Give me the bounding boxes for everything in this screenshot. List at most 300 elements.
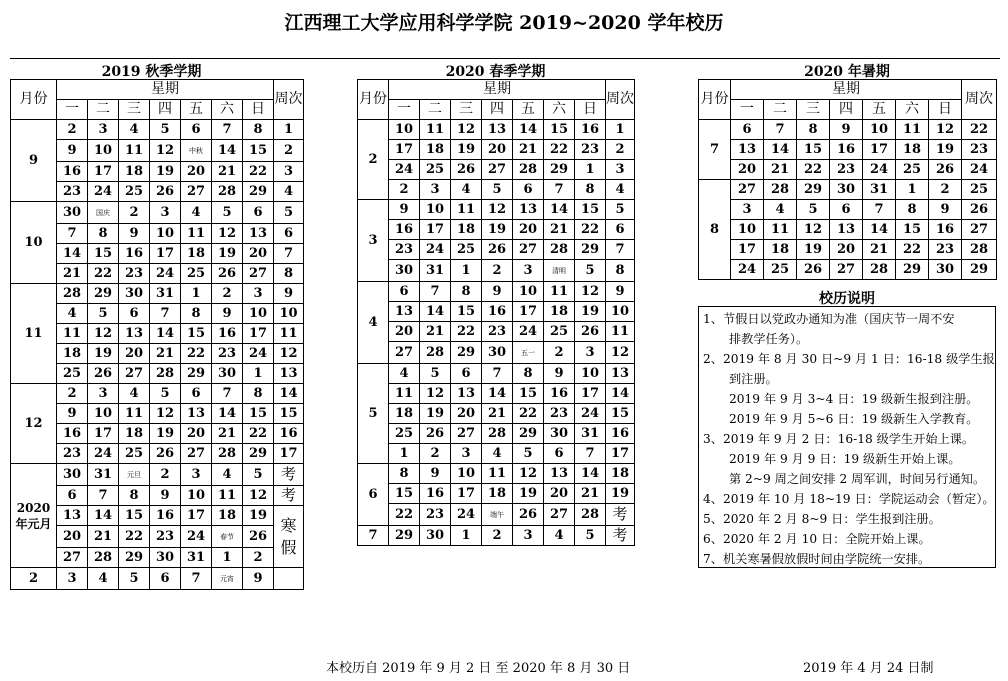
day-cell: 12 [88,324,119,344]
weekday-5: 五 [863,100,896,120]
day-cell: 11 [181,224,212,244]
day-cell: 22 [544,140,575,160]
day-cell: 11 [896,120,929,140]
week-row [358,384,635,404]
day-cell: 18 [764,240,797,260]
day-cell: 16 [830,140,863,160]
week-row [358,526,635,546]
day-cell: 16 [389,220,420,240]
week-number: 2 [274,140,304,162]
day-cell: 27 [544,504,575,526]
week-row [358,342,635,364]
weekday-1: 一 [389,100,420,120]
day-cell: 29 [575,240,606,260]
day-cell: 10 [150,224,181,244]
note-line: 1、节假日以党政办通知为准（国庆节一周不安 [703,312,955,326]
day-cell: 28 [150,364,181,384]
month-label: 2 [11,568,57,590]
day-cell: 16 [212,324,243,344]
day-cell: 31 [575,424,606,444]
day-cell: 11 [420,120,451,140]
day-cell: 8 [243,120,274,140]
day-cell: 21 [57,264,88,284]
day-cell: 19 [88,344,119,364]
week-number: 6 [606,220,635,240]
day-cell: 26 [88,364,119,384]
day-cell: 6 [181,120,212,140]
day-cell: 3 [420,180,451,200]
week-number: 7 [606,240,635,260]
month-label: 7 [699,120,731,180]
week-row [358,504,635,526]
month-label: 12 [11,384,57,464]
day-cell: 9 [119,224,150,244]
day-cell: 12 [482,200,513,220]
day-cell: 26 [513,504,544,526]
day-cell: 29 [896,260,929,280]
day-cell: 2 [119,202,150,224]
day-cell: 15 [119,506,150,526]
day-cell: 20 [181,424,212,444]
day-cell: 14 [544,200,575,220]
day-cell: 25 [544,322,575,342]
day-cell: 2 [482,526,513,546]
week-row [358,484,635,504]
day-cell: 27 [389,342,420,364]
day-cell: 6 [119,304,150,324]
day-cell: 23 [544,404,575,424]
day-cell: 22 [451,322,482,342]
day-cell: 6 [389,282,420,302]
day-cell: 27 [451,424,482,444]
day-cell: 11 [119,404,150,424]
month-label: 11 [11,284,57,384]
day-cell: 13 [830,220,863,240]
week-number: 12 [274,344,304,364]
day-cell: 29 [243,182,274,202]
week-number: 19 [606,484,635,504]
day-cell [482,504,513,526]
day-cell: 9 [389,200,420,220]
day-cell: 16 [57,424,88,444]
day-cell: 7 [420,282,451,302]
day-cell: 18 [544,302,575,322]
holiday-label: 春节 [220,533,234,541]
day-cell: 12 [420,384,451,404]
note-line: 7、机关寒暑假放假时间由学院统一安排。 [703,552,931,566]
weekday-6: 六 [212,100,243,120]
day-cell: 1 [451,526,482,546]
week-number: 6 [274,224,304,244]
day-cell: 13 [181,404,212,424]
week-number: 15 [606,404,635,424]
day-cell: 13 [482,120,513,140]
week-number: 13 [274,364,304,384]
day-cell: 1 [389,444,420,464]
day-cell: 14 [420,302,451,322]
day-cell: 8 [88,224,119,244]
day-cell: 13 [451,384,482,404]
note-line: 排教学任务）。 [729,332,809,346]
day-cell [88,202,119,224]
day-cell: 13 [731,140,764,160]
day-cell: 13 [544,464,575,484]
holiday-label: 端午 [490,511,504,519]
day-cell: 10 [181,486,212,506]
day-cell: 6 [451,364,482,384]
week-row [358,282,635,302]
day-cell: 1 [575,160,606,180]
day-cell: 4 [764,200,797,220]
day-cell: 6 [731,120,764,140]
day-cell: 25 [389,424,420,444]
day-cell: 22 [181,344,212,364]
week-number: 23 [962,140,997,160]
day-cell: 10 [88,140,119,162]
day-cell: 17 [451,484,482,504]
footer-date: 2019 年 4 月 24 日制 [803,661,934,676]
week-number: 25 [962,180,997,200]
day-cell: 4 [181,202,212,224]
week-row [699,140,997,160]
week-row [699,200,997,220]
day-cell: 30 [389,260,420,282]
day-cell: 22 [243,424,274,444]
day-cell [513,342,544,364]
day-cell: 15 [575,200,606,220]
month-label: 9 [11,120,57,202]
week-row [358,220,635,240]
day-cell: 8 [181,304,212,324]
day-cell: 21 [212,424,243,444]
day-cell: 11 [119,140,150,162]
day-cell: 20 [181,162,212,182]
day-cell: 22 [389,504,420,526]
day-cell: 25 [119,182,150,202]
week-number: 24 [962,160,997,180]
weekday-1: 一 [731,100,764,120]
day-cell: 1 [896,180,929,200]
week-number: 22 [962,120,997,140]
week-row [358,444,635,464]
day-cell: 3 [150,202,181,224]
week-number: 1 [274,120,304,140]
day-cell: 2 [57,384,88,404]
day-cell: 11 [482,464,513,484]
day-cell: 17 [513,302,544,322]
day-cell: 25 [420,160,451,180]
day-cell: 28 [764,180,797,200]
day-cell: 28 [212,182,243,202]
day-cell: 16 [544,384,575,404]
day-cell: 4 [482,444,513,464]
holiday-label: 国庆 [96,209,110,217]
day-cell: 21 [482,404,513,424]
day-cell: 17 [181,506,212,526]
week-row [358,424,635,444]
day-cell: 19 [150,424,181,444]
notes-box [698,306,996,568]
day-cell: 13 [389,302,420,322]
day-cell: 30 [57,464,88,486]
day-cell: 23 [482,322,513,342]
day-cell: 3 [731,200,764,220]
week-row [358,180,635,200]
holiday-label: 中秋 [189,147,203,155]
day-cell: 21 [544,220,575,240]
day-cell: 26 [150,444,181,464]
week-number: 16 [274,424,304,444]
day-cell: 29 [513,424,544,444]
weekday-6: 六 [896,100,929,120]
day-cell: 3 [181,464,212,486]
day-cell: 22 [797,160,830,180]
footer-range: 本校历自 2019 年 9 月 2 日 至 2020 年 8 月 30 日 [326,661,631,676]
day-cell: 24 [88,182,119,202]
day-cell: 8 [119,486,150,506]
day-cell: 5 [119,568,150,590]
day-cell: 20 [451,404,482,424]
day-cell: 29 [389,526,420,546]
day-cell: 15 [513,384,544,404]
week-row [11,284,304,304]
day-cell: 7 [764,120,797,140]
day-cell: 22 [575,220,606,240]
day-cell: 22 [243,162,274,182]
day-cell: 18 [119,424,150,444]
week-number: 考 [606,504,635,526]
day-cell: 27 [181,182,212,202]
autumn-title: 2019 秋季学期 [101,64,202,80]
day-cell: 12 [451,120,482,140]
day-cell: 2 [544,342,575,364]
day-cell: 28 [420,342,451,364]
week-number: 9 [606,282,635,302]
day-cell: 30 [929,260,962,280]
day-cell: 8 [797,120,830,140]
day-cell: 10 [863,120,896,140]
weekday-7: 日 [929,100,962,120]
day-cell: 20 [119,344,150,364]
day-cell: 26 [482,240,513,260]
day-cell: 17 [88,162,119,182]
day-cell: 30 [150,548,181,568]
day-cell: 15 [243,404,274,424]
day-cell: 19 [243,506,274,526]
day-cell: 21 [420,322,451,342]
note-line: 6、2020 年 2 月 10 日：全院开始上课。 [703,532,931,546]
day-cell: 16 [575,120,606,140]
day-cell: 5 [212,202,243,224]
weekday-header: 星期 [57,80,274,100]
day-cell: 23 [420,504,451,526]
day-cell: 18 [181,244,212,264]
day-cell: 19 [575,302,606,322]
holiday-label: 五一 [521,349,535,357]
day-cell: 10 [513,282,544,302]
week-number: 4 [606,180,635,200]
day-cell: 28 [575,504,606,526]
day-cell: 19 [929,140,962,160]
day-cell: 21 [513,140,544,160]
day-cell: 20 [243,244,274,264]
day-cell: 9 [57,140,88,162]
day-cell: 22 [513,404,544,424]
day-cell: 18 [482,484,513,504]
day-cell: 6 [243,202,274,224]
summer-title: 2020 年暑期 [804,64,890,80]
weekday-5: 五 [513,100,544,120]
day-cell: 2 [150,464,181,486]
week-number: 8 [274,264,304,284]
week-number-header: 周次 [962,80,997,120]
day-cell [544,260,575,282]
day-cell: 31 [863,180,896,200]
day-cell: 17 [243,324,274,344]
week-number: 3 [606,160,635,180]
week-number: 9 [274,284,304,304]
holiday-label: 元宵 [220,575,234,583]
week-number: 18 [606,464,635,484]
week-row [699,120,997,140]
day-cell: 12 [212,224,243,244]
week-number: 5 [274,202,304,224]
week-number: 14 [274,384,304,404]
day-cell: 9 [929,200,962,220]
holiday-label: 清明 [552,267,566,275]
day-cell: 16 [150,506,181,526]
day-cell: 14 [212,404,243,424]
day-cell: 16 [482,302,513,322]
day-cell: 2 [212,284,243,304]
day-cell: 26 [243,526,274,548]
week-row [358,160,635,180]
day-cell: 1 [181,284,212,304]
day-cell: 7 [544,180,575,200]
day-cell: 11 [764,220,797,240]
day-cell: 17 [863,140,896,160]
week-number: 考 [274,464,304,486]
day-cell: 26 [929,160,962,180]
week-row [358,302,635,322]
week-row [11,568,304,590]
weekday-4: 四 [482,100,513,120]
day-cell: 7 [575,444,606,464]
month-label: 2 [358,120,389,200]
week-row [11,120,304,140]
day-cell: 30 [544,424,575,444]
day-cell: 24 [513,322,544,342]
week-row [358,200,635,220]
week-number: 3 [274,162,304,182]
day-cell: 5 [243,464,274,486]
day-cell: 18 [389,404,420,424]
day-cell: 12 [150,404,181,424]
day-cell: 7 [212,384,243,404]
day-cell: 29 [544,160,575,180]
day-cell: 3 [513,260,544,282]
day-cell: 27 [243,264,274,284]
day-cell: 24 [150,264,181,284]
day-cell: 23 [575,140,606,160]
day-cell: 6 [150,568,181,590]
weekday-7: 日 [575,100,606,120]
week-number: 5 [606,200,635,220]
day-cell: 19 [420,404,451,424]
day-cell: 28 [544,240,575,260]
day-cell: 29 [797,180,830,200]
day-cell: 20 [482,140,513,160]
day-cell: 13 [119,324,150,344]
day-cell: 12 [243,486,274,506]
day-cell: 7 [181,568,212,590]
day-cell: 30 [830,180,863,200]
day-cell: 3 [88,384,119,404]
week-number-header: 周次 [274,80,304,120]
day-cell: 15 [451,302,482,322]
day-cell: 18 [451,220,482,240]
summer-calendar [698,79,997,280]
day-cell: 13 [57,506,88,526]
day-cell: 27 [181,444,212,464]
month-label: 3 [358,200,389,282]
day-cell: 6 [181,384,212,404]
day-cell: 10 [731,220,764,240]
week-row [358,404,635,424]
day-cell: 24 [863,160,896,180]
day-cell: 31 [88,464,119,486]
day-cell: 24 [88,444,119,464]
week-row [358,140,635,160]
day-cell: 16 [929,220,962,240]
week-row [699,260,997,280]
week-row [699,240,997,260]
day-cell: 4 [119,384,150,404]
week-number: 2 [606,140,635,160]
month-header: 月份 [699,80,731,120]
week-row [11,384,304,404]
day-cell: 3 [88,120,119,140]
day-cell: 31 [150,284,181,304]
week-number: 考 [606,526,635,546]
month-header: 月份 [11,80,57,120]
week-row [358,240,635,260]
note-line: 第 2~9 周之间安排 2 周军训，时间另行通知。 [729,472,986,486]
day-cell: 26 [575,322,606,342]
day-cell: 22 [119,526,150,548]
day-cell: 14 [150,324,181,344]
day-cell: 5 [575,526,606,546]
notes-title: 校历说明 [819,291,875,307]
day-cell: 2 [929,180,962,200]
day-cell: 22 [88,264,119,284]
day-cell: 19 [150,162,181,182]
day-cell: 12 [575,282,606,302]
day-cell: 11 [389,384,420,404]
day-cell: 8 [896,200,929,220]
day-cell: 26 [212,264,243,284]
day-cell: 16 [119,244,150,264]
day-cell: 10 [389,120,420,140]
day-cell: 26 [150,182,181,202]
day-cell: 15 [896,220,929,240]
month-header: 月份 [358,80,389,120]
day-cell: 24 [420,240,451,260]
week-number: 7 [274,244,304,264]
week-row [699,180,997,200]
week-number: 1 [606,120,635,140]
day-cell: 14 [482,384,513,404]
